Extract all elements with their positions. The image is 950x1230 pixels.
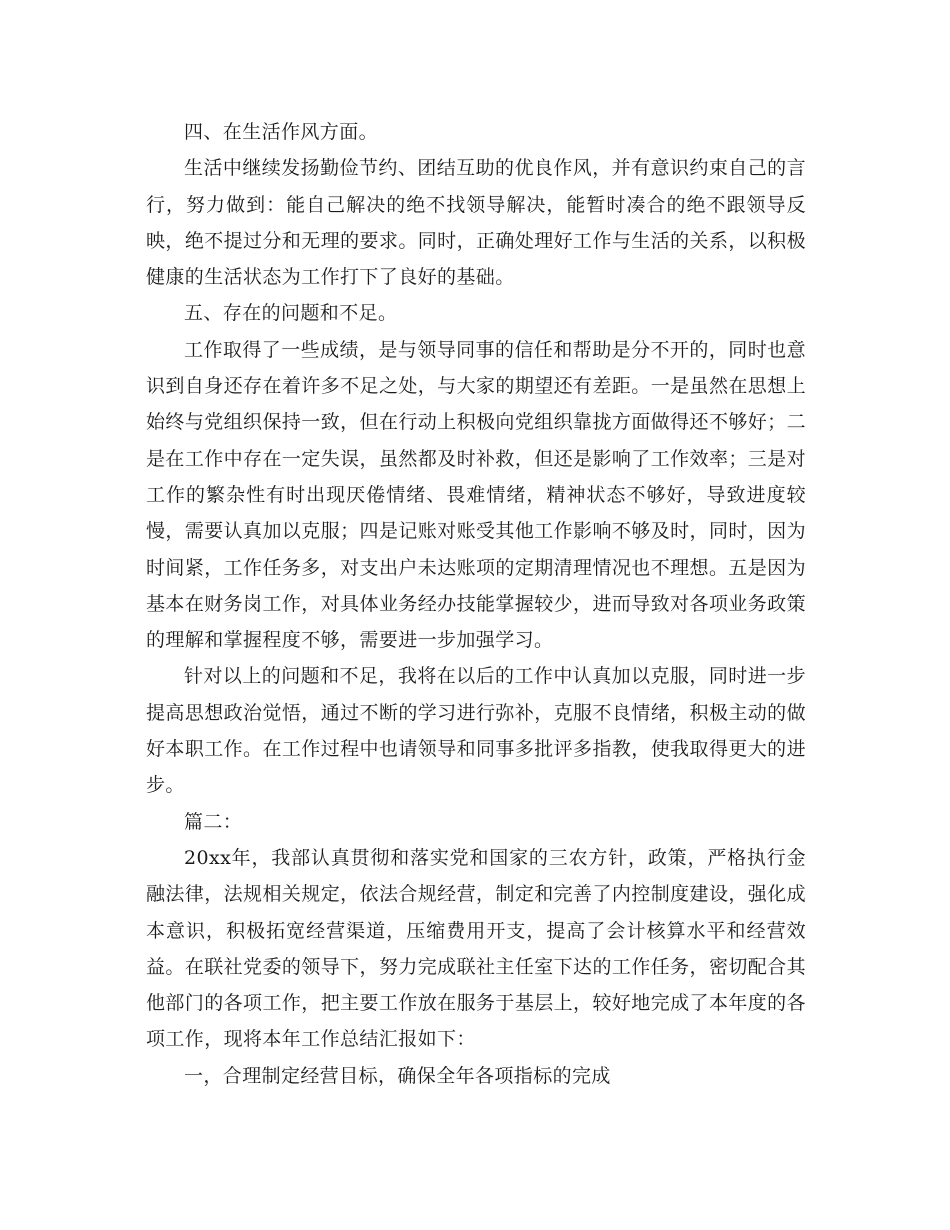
paragraph-part-two-intro: 20xx年，我部认真贯彻和落实党和国家的三农方针，政策，严格执行金融法律，法规相关规定，依法合规经营，制定和完善了内控制度建设，强化成本意识，积极拓宽经营渠道，压缩费用开支，提高了会计核算水平和经营效益。在联社党委的领导下，努力完成联社主任室下达的工作任务，密切配合其他部门的各项工作，把主要工作放在服务于基层上，较好地完成了本年度的各项工作，现将本年工作总结汇报如下： <box>146 846 806 1051</box>
section-heading-problems: 五、存在的问题和不足。 <box>184 302 398 325</box>
paragraph-improvement: 针对以上的问题和不足，我将在以后的工作中认真加以克服，同时进一步提高思想政治觉悟，通过不断的学习进行弥补，克服不良情绪，积极主动的做好本职工作。在工作过程中也请领导和同事多批评多指教，使我取得更大的进步。 <box>146 665 806 797</box>
section-heading-goals: 一，合理制定经营目标，确保全年各项指标的完成 <box>184 1064 611 1087</box>
section-heading-life-style: 四、在生活作风方面。 <box>184 121 379 143</box>
paragraph-problems: 工作取得了一些成绩，是与领导同事的信任和帮助是分不开的，同时也意识到自身还存在着许多不足之处，与大家的期望还有差距。一是虽然在思想上始终与党组织保持一致，但在行动上积极向党组织靠拢方面做得还不够好；二是在工作中存在一定失误，虽然都及时补救，但还是影响了工作效率；三是对工作的繁杂性有时出现厌倦情绪、畏难情绪，精神状态不够好，导致进度较慢，需要认真加以克服；四是记账对账受其他工作影响不够及时，同时，因为时间紧，工作任务多，对支出户未达账项的定期清理情况也不理想。五是因为基本在财务岗工作，对具体业务经办技能掌握较少，进而导致对各项业务政策的理解和掌握程度不够，需要进一步加强学习。 <box>146 338 806 652</box>
paragraph-life-style: 生活中继续发扬勤俭节约、团结互助的优良作风，并有意识约束自己的言行，努力做到：能自己解决的绝不找领导解决，能暂时凑合的绝不跟领导反映，绝不提过分和无理的要求。同时，正确处理好工作与生活的关系，以积极健康的生活状态为工作打下了良好的基础。 <box>146 157 806 289</box>
document-body <box>146 114 806 1094</box>
section-heading-part-two: 篇二： <box>184 810 243 833</box>
